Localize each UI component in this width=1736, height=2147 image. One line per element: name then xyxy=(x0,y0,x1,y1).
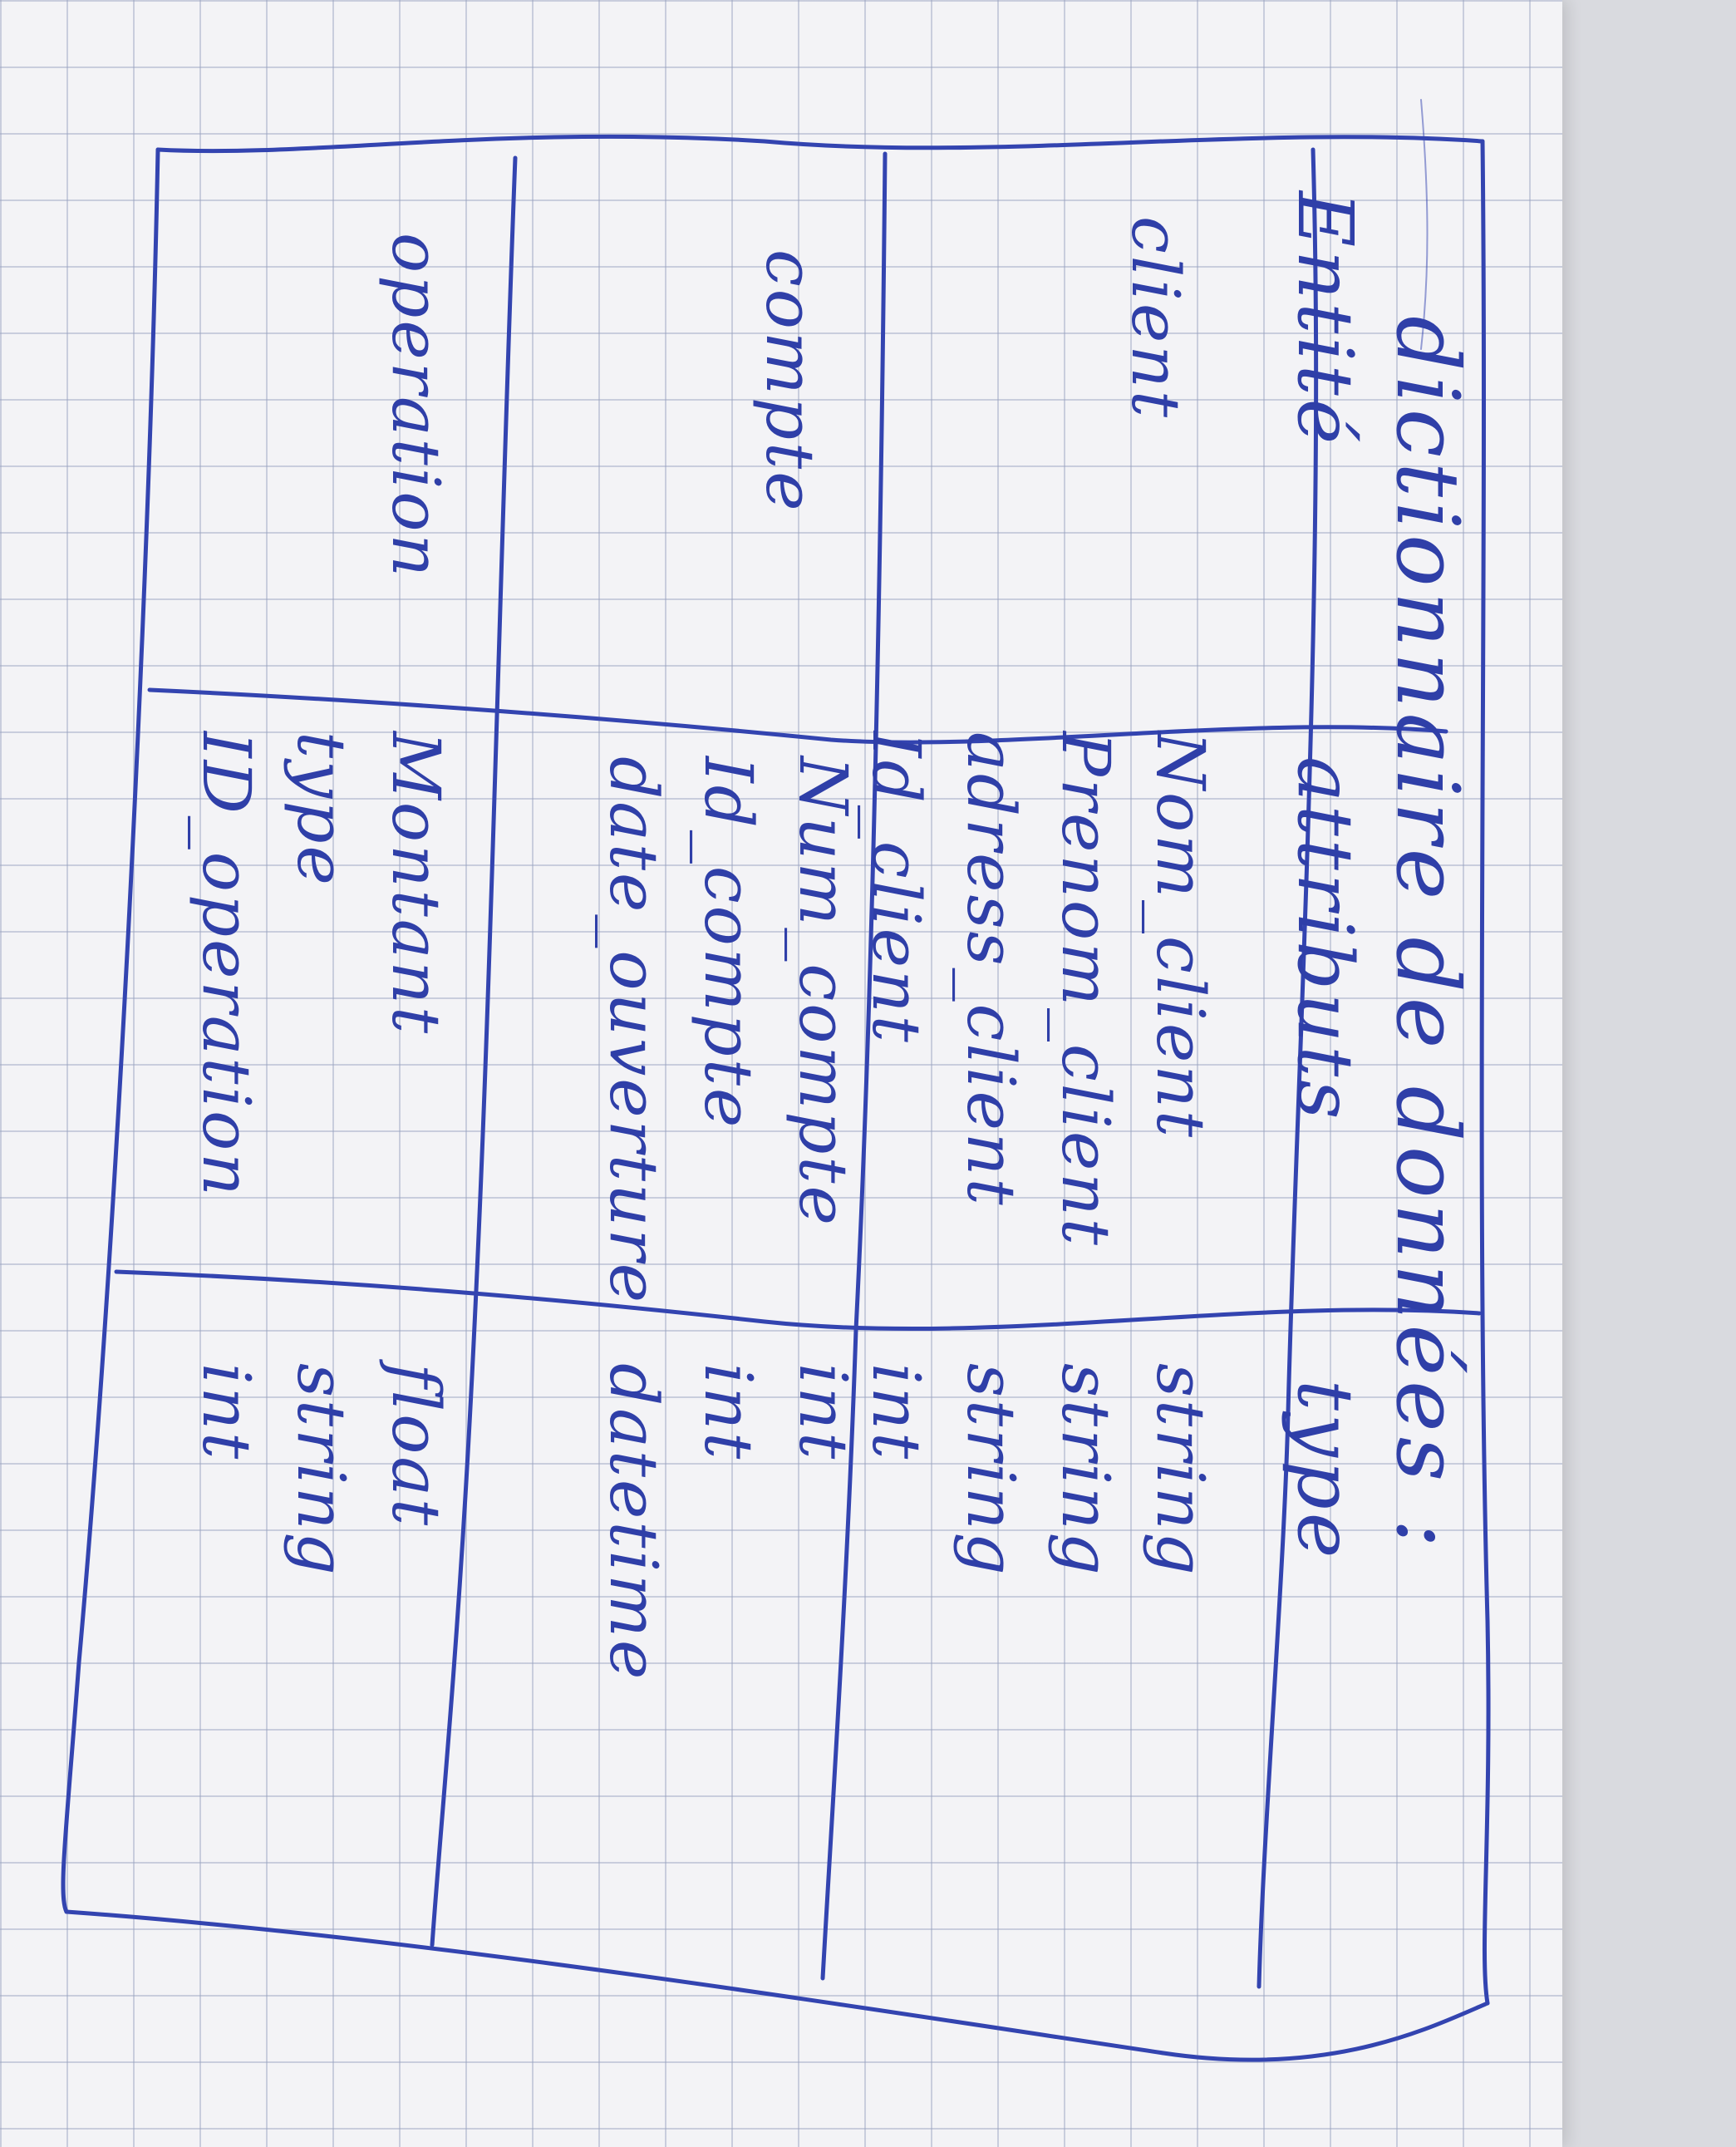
attribute-item: Montant xyxy=(377,731,455,1037)
row-operation-attributes xyxy=(165,731,455,1199)
handwritten-content xyxy=(25,0,1488,1995)
attribute-item: ID_operation xyxy=(188,731,265,1199)
type-item: float xyxy=(377,1363,455,1529)
type-item: datetime xyxy=(595,1363,672,1682)
attribute-item: Nom_client xyxy=(1142,731,1219,1140)
attribute-item: date_ouverture xyxy=(595,756,672,1306)
attribute-item: Id_client xyxy=(858,731,935,1045)
row-operation-entity: operation xyxy=(377,233,455,580)
attribute-item: adress_client xyxy=(952,731,1030,1208)
row-operation-types xyxy=(165,1363,455,1578)
row-client-attributes xyxy=(834,731,1219,1248)
attribute-item: Num_compte xyxy=(784,756,862,1228)
type-item: int xyxy=(858,1363,935,1462)
row-compte-entity: compte xyxy=(751,249,829,514)
attribute-item: type xyxy=(283,731,360,888)
header-type: type xyxy=(1281,1380,1370,1562)
type-item: string xyxy=(283,1363,360,1578)
type-item: int xyxy=(784,1363,862,1462)
header-attributes: attributs xyxy=(1281,756,1370,1123)
row-compte-attributes xyxy=(572,756,862,1306)
row-compte-types xyxy=(572,1363,862,1682)
type-item: int xyxy=(690,1363,767,1462)
type-item: string xyxy=(1142,1363,1219,1578)
type-item: int xyxy=(188,1363,265,1462)
type-item: string xyxy=(1047,1363,1124,1578)
attribute-item: Prenom_client xyxy=(1047,731,1124,1248)
type-item: string xyxy=(952,1363,1030,1578)
row-client-types xyxy=(834,1363,1219,1578)
row-client-entity: client xyxy=(1117,216,1194,420)
page-title: dictionnaire de données : xyxy=(1377,316,1478,1554)
attribute-item: Id_compte xyxy=(690,756,767,1130)
header-entity: Entité xyxy=(1281,191,1370,448)
